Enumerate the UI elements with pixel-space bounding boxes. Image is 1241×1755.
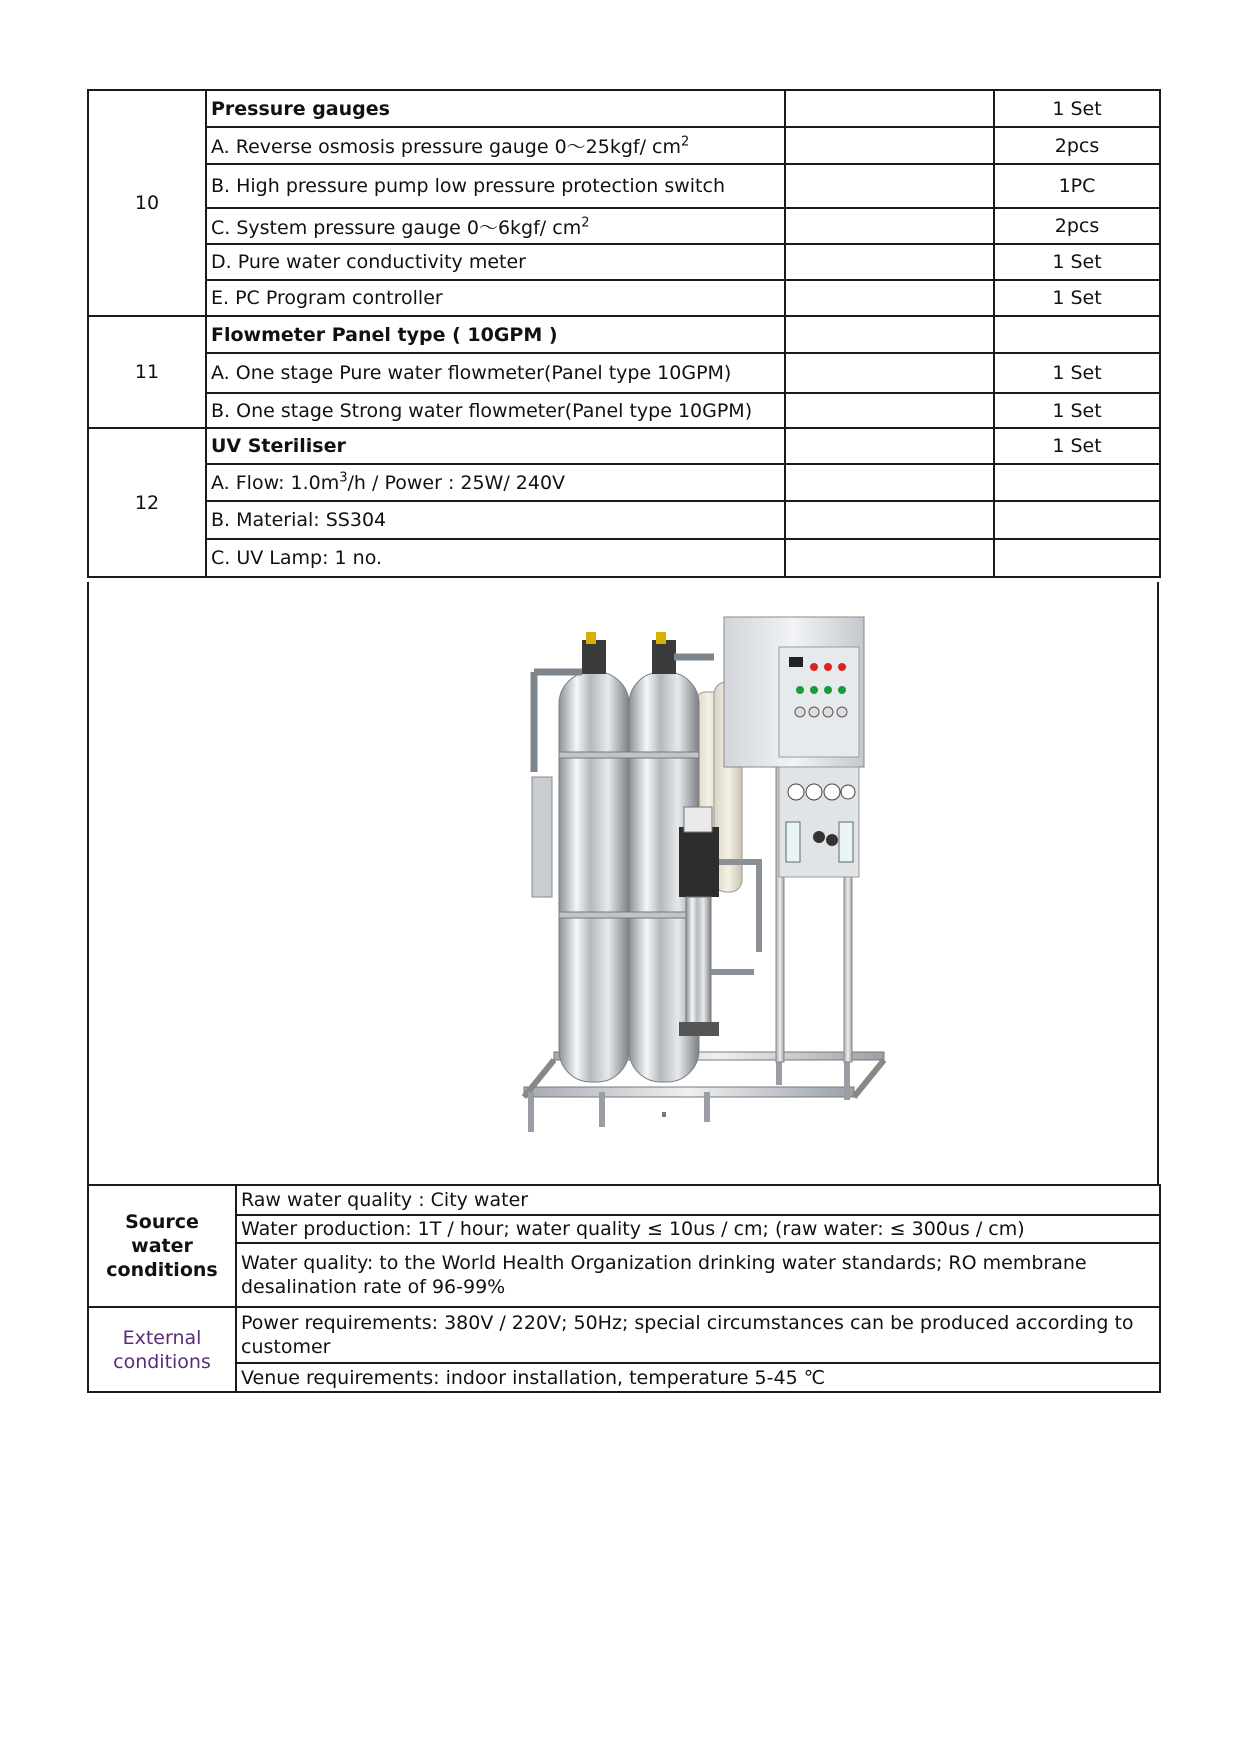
condition-line: Venue requirements: indoor installation, temperature 5-45 ℃ (236, 1363, 1160, 1392)
qty-cell: 1PC (994, 164, 1160, 208)
source-water-label: Source water conditions (88, 1185, 236, 1307)
spec-line: B. Material: SS304 (206, 501, 785, 539)
blank-cell (785, 280, 994, 316)
conditions-table (87, 1184, 1161, 1393)
qty-cell: 1 Set (994, 244, 1160, 280)
qty-cell: 1 Set (994, 280, 1160, 316)
blank-cell (785, 464, 994, 501)
item-number-11: 11 (88, 316, 206, 428)
spec-line: A. One stage Pure water flowmeter(Panel type 10GPM) (206, 353, 785, 393)
spec-line: B. One stage Strong water flowmeter(Panel type 10GPM) (206, 393, 785, 428)
qty-cell: 2pcs (994, 208, 1160, 244)
blank-cell (785, 428, 994, 464)
blank-cell (785, 164, 994, 208)
qty-cell: 2pcs (994, 127, 1160, 164)
condition-line: Power requirements: 380V / 220V; 50Hz; special circumstances can be produced according to customer (236, 1307, 1160, 1363)
condition-line: Water quality: to the World Health Organization drinking water standards; RO membrane desalination rate of 96-99% (236, 1243, 1160, 1307)
blank-cell (785, 501, 994, 539)
spec-line: B. High pressure pump low pressure protection switch (206, 164, 785, 208)
spec-line: A. Flow: $1.0m^3/h$ / Power : 25W/ 240V (206, 464, 785, 501)
blank-cell (785, 539, 994, 577)
blank-cell (785, 208, 994, 244)
spec-line: C. System pressure gauge 0～6kgf/ $cm^2$ (206, 208, 785, 244)
flowmeter-heading: Flowmeter Panel type ( 10GPM ) (206, 316, 785, 353)
qty-cell (994, 539, 1160, 577)
qty-cell (994, 501, 1160, 539)
blank-cell (785, 244, 994, 280)
product-photo-cell (87, 582, 1159, 1185)
qty-cell (994, 464, 1160, 501)
condition-line: Raw water quality : City water (236, 1185, 1160, 1215)
item-number-10: 10 (88, 90, 206, 316)
condition-line: Water production: 1T / hour; water quality ≤ 10us / cm; (raw water: ≤ 300us / cm) (236, 1215, 1160, 1243)
spec-line: D. Pure water conductivity meter (206, 244, 785, 280)
spec-line: E. PC Program controller (206, 280, 785, 316)
item-number-12: 12 (88, 428, 206, 577)
qty-cell: 1 Set (994, 428, 1160, 464)
uv-steriliser-heading: UV Steriliser (206, 428, 785, 464)
blank-cell (785, 90, 994, 127)
qty-cell (994, 316, 1160, 353)
qty-cell: 1 Set (994, 393, 1160, 428)
qty-cell: 1 Set (994, 90, 1160, 127)
blank-cell (785, 316, 994, 353)
external-conditions-label: External conditions (88, 1307, 236, 1392)
spec-line: A. Reverse osmosis pressure gauge 0～25kgf/ $cm^2$ (206, 127, 785, 164)
equipment-spec-table (87, 89, 1161, 578)
ro-system-illustration (514, 612, 924, 1162)
pressure-gauges-heading: Pressure gauges (206, 90, 785, 127)
blank-cell (785, 393, 994, 428)
blank-cell (785, 127, 994, 164)
spec-line: C. UV Lamp: 1 no. (206, 539, 785, 577)
blank-cell (785, 353, 994, 393)
qty-cell: 1 Set (994, 353, 1160, 393)
